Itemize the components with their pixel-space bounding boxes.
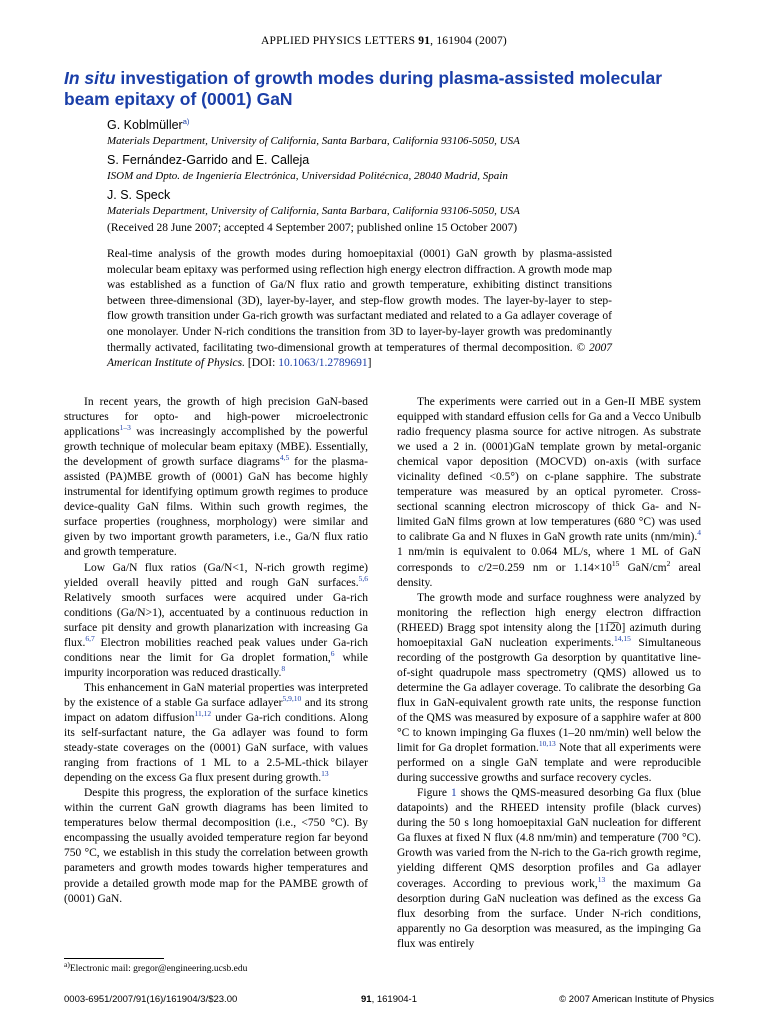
received-dates: (Received 28 June 2007; accepted 4 September 2007; published online 15 October 2007) [107,222,518,234]
citation-ref[interactable]: 4,5 [279,453,290,463]
left-paragraph-3 [64,681,368,786]
abstract-copyright: © 2007 American Institute of Physics. [107,341,612,370]
right-paragraph-2 [397,591,701,787]
text-run: Figure [417,787,451,800]
left-column [64,395,368,907]
citation-ref[interactable]: 8 [281,664,286,674]
text-run: under Ga-rich conditions. Along its self-surfactant nature, the Ga adlayer was found to form steady-state coverages on the (0001) GaN surface, with values ranging from fractions of 1 ML to a 2.5-ML-thick bilayer depending on the excess Ga flux present during growth. [64,711,368,785]
journal-volume: 91 [418,35,431,47]
text-run: and its strong impact on adatom diffusion [64,696,368,724]
text-run: for the plasma-assisted (PA)MBE growth of (0001) GaN has become highly instrumental for identifying optimum growth regimes to produce device-quality GaN films. Within such growth regimes, the surface properties (roughness, morphology) were similar and given by two important growth parameters, i.e., Ga/N flux ratio and growth temperature. [64,456,368,559]
figure-ref[interactable]: 1 [450,787,457,800]
author-1-footnote-mark[interactable]: a) [182,116,190,126]
text-run: shows the QMS-measured desorbing Ga flux (blue datapoints) and the RHEED intensity profile (black curves) during the 50 s long homoepitaxial GaN nucleation for different Ga fluxes at fixed N flux (4.8 nm/min) and temperature (700 °C). Growth was varied from the N-rich to the Ga-rich growth regime, yielding different QMS desorption profiles and Ga adlayer coverages. According to previous work, [397,787,701,890]
author-3: J. S. Speck [107,188,171,202]
paper-title [64,68,714,110]
citation-ref[interactable]: 14,15 [614,633,631,643]
article-number: 161904 (2007) [436,35,507,47]
text-run: while impurity incorporation was reduced drastically. [64,651,368,679]
footer-volume: 91 [360,994,372,1005]
citation-ref[interactable]: 4 [697,528,701,538]
affiliation-2: ISOM and Dpto. de Ingeniería Electrónica, Universidad Politécnica, 28040 Madrid, Spain [107,170,508,182]
right-paragraph-1 [397,395,701,591]
doi-prefix: [DOI: [247,357,279,370]
exponent: 2 [666,558,671,568]
citation-ref[interactable]: 13 [597,874,606,884]
citation-ref[interactable]: 1–3 [119,423,131,433]
citation-ref[interactable]: 13 [321,769,329,779]
author-1 [107,118,189,132]
abstract-text: Real-time analysis of the growth modes during homoepitaxial (0001) GaN growth by plasma-assisted molecular beam epitaxy was performed using reflection high energy electron diffraction. A growth mode map was established as a function of Ga/N flux ratio and growth temperature, exhibiting distinct transitions between three-dimensional (3D), layer-by-layer, and step-flow growth modes. The layer-by-layer to step-flow growth transition under Ga-rich growth was surfactant mediated and related to a Ga adlayer coverage of one monolayer. Under N-rich conditions the transition from 3D to layer-by-layer growth was predominantly thermally activated, facilitating two-dimensional growth at temperatures of thermal decomposition. [107,248,612,354]
text-run: This enhancement in GaN material properties was interpreted by the existence of a stable Ga surface adlayer [64,681,368,709]
text-run: was increasingly accomplished by the powerful growth technique of molecular beam epitaxy (MBE). Essentially, the development of growth surface diagrams [64,426,368,469]
footer-page: , 161904-1 [371,994,417,1005]
affiliation-1: Materials Department, University of California, Santa Barbara, California 93106-5050, USA [107,135,520,147]
citation-ref[interactable]: 5,6 [358,573,368,583]
text-run: Low Ga/N flux ratios (Ga/N<1, N-rich growth regime) yielded overall heavily pitted and rough GaN surfaces. [64,561,368,589]
footnote-mark: a) [64,959,70,969]
text-run: GaN/cm [619,561,667,574]
text-run: The experiments were carried out in a Gen-II MBE system equipped with standard effusion cells for Ga and a Vecco Unibulb radio frequency plasma source for active nitrogen. As substrate we used a 2 in. (0001)GaN template grown by metal-organic chemical vapor deposition (MOCVD) on-axis (with surface vicinality defined <0.5°) on c-plane sapphire. The substrate temperature was measured by an optical pyrometer. Cross-sectional scanning electron microscopy of thick Ga- and N-limited GaN films grown at low temperatures (680 °C) was used to calibrate Ga and N fluxes in GaN growth rate units (nm/min). [397,396,701,544]
abstract [107,247,612,372]
footnote-text: Electronic mail: gregor@engineering.ucsb.edu [69,964,248,974]
title-line1: investigation of growth modes during plasma-assisted molecular [120,68,663,88]
left-paragraph-2 [64,561,368,681]
left-paragraph-4: Despite this progress, the exploration of the surface kinetics within the current GaN growth diagrams has been limited to temperatures below thermal decomposition (i.e., <750 °C). By encompassing the usually avoided temperature region far beyond 750 °C, we establish in this study the correlation between growth parameters and growth modes towards higher temperatures and provide a detailed growth mode map for the PAMBE growth of (0001) GaN. [64,787,368,905]
text-run: the maximum Ga desorption during GaN nucleation was defined as the excess Ga flux desorbing from the surface. Under N-rich conditions, apparently no Ga desorption was measured, as the impinging Ga flux was entirely [397,877,702,950]
journal-header: APPLIED PHYSICS LETTERS 91, 161904 (2007) [261,35,507,47]
citation-ref[interactable]: 10,13 [538,739,556,749]
citation-ref[interactable]: 6,7 [85,633,95,643]
doi-link[interactable]: 10.1063/1.2789691 [278,357,368,370]
footer-copyright: © 2007 American Institute of Physics [559,994,714,1005]
citation-ref[interactable]: 5,9,10 [282,694,302,704]
affiliation-3: Materials Department, University of California, Santa Barbara, California 93106-5050, USA [107,205,520,217]
text-run: 1 nm/min is equivalent to 0.064 ML/s, where 1 ML of GaN corresponds to c/2=0.259 nm or 1.14×10 [397,546,701,574]
page-footer [64,994,714,1008]
text-run: Relatively smooth surfaces were acquired under Ga-rich conditions (Ga/N>1), accentuated by a continuous reduction in surface pit density and growth planarization with increasing Ga flux. [64,591,368,649]
text-run: Simultaneous recording of the postgrowth Ga desorption by quantitative line-of-sight quadrupole mass spectrometry (QMS) allowed us to determine the Ga adlayer coverage. To calibrate the desorbing Ga flux in GaN-equivalent growth rate units, the response function of the QMS was measured by exposure of a sapphire wafer at 800 °C to known impinging Ga fluxes (1–20 nm/min) well below the limit for Ga droplet formation. [397,636,701,755]
text-run: Note that all experiments were performed on a single GaN template and were reproducible during successive growths and surface recovery cycles. [397,742,702,785]
footnote [64,959,248,974]
citation-ref[interactable]: 6 [330,648,335,658]
text-run: In recent years, the growth of high precision GaN-based structures for opto- and high-power microelectronic applications [64,396,368,439]
author-2: S. Fernández-Garrido and E. Calleja [107,153,310,167]
journal-name: APPLIED PHYSICS LETTERS [261,35,416,47]
text-run: areal density. [397,561,701,589]
right-column [397,395,701,952]
footer-issn: 0003-6951/2007/91(16)/161904/3/$23.00 [64,994,238,1005]
doi-suffix: ] [367,357,372,370]
left-paragraph-1 [64,395,368,561]
text-run: Electron mobilities reached peak values under Ga-rich conditions near the limit for Ga droplet formation, [64,636,368,664]
footnote-divider [64,958,164,959]
title-line2: beam epitaxy of (0001) GaN [64,89,293,109]
citation-ref[interactable]: 11,12 [194,709,212,719]
author-1-names: G. Koblmüller [107,118,183,132]
exponent: 15 [611,558,620,568]
right-paragraph-3 [397,786,701,952]
text-run: The growth mode and surface roughness were analyzed by monitoring the reflection high energy electron diffraction (RHEED) Bragg spot intensity along the [11̅2̅0] azimuth during homoepitaxial GaN nucleation experiments. [397,591,701,649]
title-italic: In situ [64,68,116,88]
